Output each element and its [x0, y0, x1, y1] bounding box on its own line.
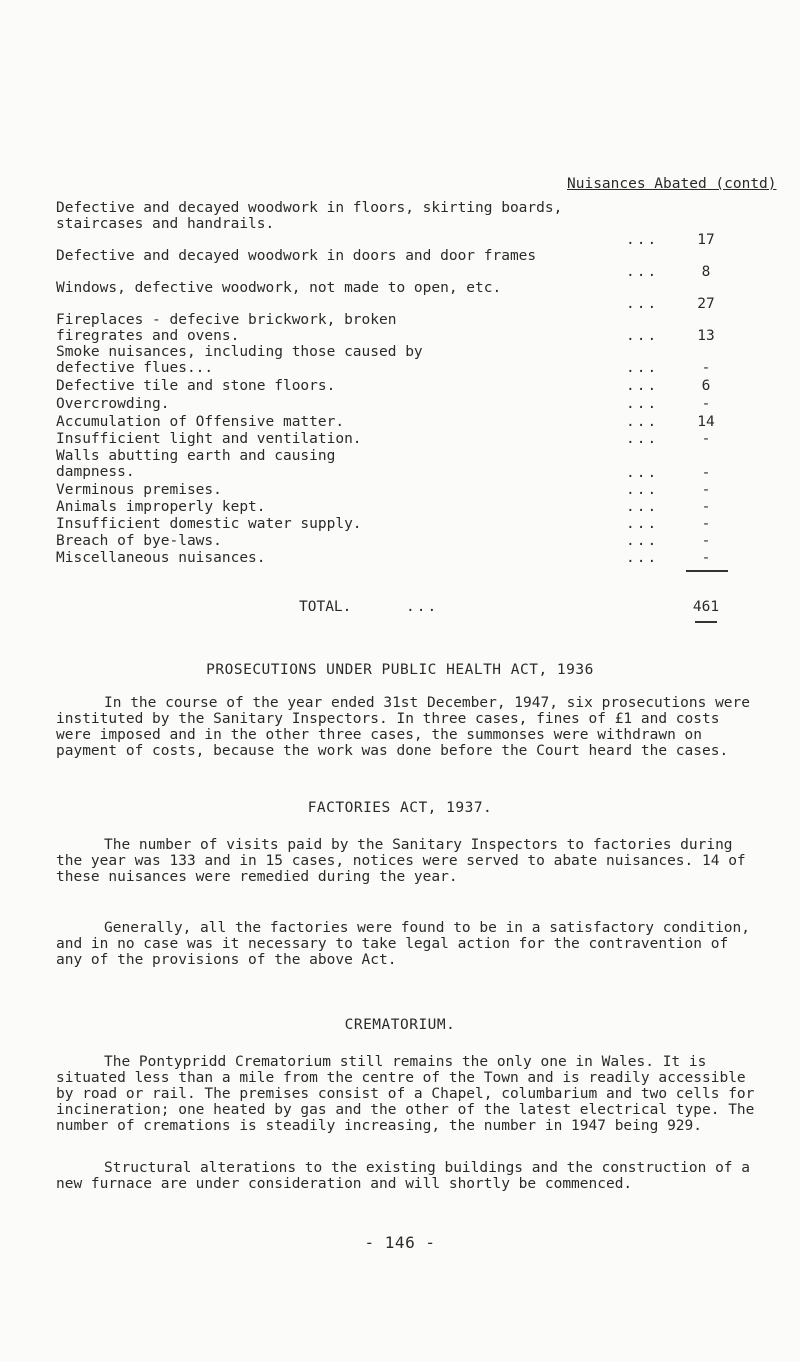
total-rule: [686, 570, 728, 572]
leader-dots: ...: [626, 465, 659, 481]
crematorium-paragraph-2: Structural alterations to the existing buildings and the construction of a new furnace are under consideration and will shortly be commenced.: [56, 1160, 751, 1192]
nuisance-value: 27: [697, 296, 715, 312]
leader-dots: ...: [626, 296, 659, 312]
nuisance-value: -: [701, 360, 711, 376]
nuisance-value: 17: [697, 232, 715, 248]
nuisance-value: -: [701, 499, 711, 515]
leader-dots: ...: [626, 378, 659, 394]
leader-dots: ...: [406, 599, 439, 615]
total-value: 461: [692, 599, 720, 615]
factories-heading: FACTORIES ACT, 1937.: [307, 800, 493, 816]
prosecutions-heading: PROSECUTIONS UNDER PUBLIC HEALTH ACT, 1936: [206, 662, 594, 678]
total-underline: [695, 621, 717, 623]
nuisance-value: -: [701, 533, 711, 549]
nuisance-label: Walls abutting earth and causing dampness.: [56, 448, 336, 480]
factories-paragraph-1: The number of visits paid by the Sanitary Inspectors to factories during the year was 133 and in 15 cases, notices were served to abate nuisances. 14 of these nuisances were remedied during the year.: [56, 837, 746, 885]
nuisance-label: Overcrowding.: [56, 396, 170, 412]
nuisance-label: Animals improperly kept.: [56, 499, 266, 515]
nuisance-value: -: [701, 516, 711, 532]
nuisance-label: Fireplaces - defecive brickwork, broken firegrates and ovens.: [56, 312, 397, 344]
leader-dots: ...: [626, 414, 659, 430]
nuisance-label: Verminous premises.: [56, 482, 222, 498]
nuisance-value: -: [701, 396, 711, 412]
nuisance-label: Defective and decayed woodwork in doors and door frames: [56, 248, 537, 264]
leader-dots: ...: [626, 396, 659, 412]
leader-dots: ...: [626, 482, 659, 498]
leader-dots: ...: [626, 360, 659, 376]
nuisance-label: Insufficient domestic water supply.: [56, 516, 362, 532]
total-label: TOTAL.: [299, 599, 352, 615]
leader-dots: ...: [626, 550, 659, 566]
leader-dots: ...: [626, 328, 659, 344]
leader-dots: ...: [626, 499, 659, 515]
crematorium-heading: CREMATORIUM.: [344, 1017, 456, 1033]
nuisance-value: 8: [701, 264, 711, 280]
nuisance-value: 14: [697, 414, 715, 430]
nuisance-label: Smoke nuisances, including those caused by defective flues...: [56, 344, 423, 376]
leader-dots: ...: [626, 516, 659, 532]
factories-paragraph-2: Generally, all the factories were found to be in a satisfactory condition, and in no case was it necessary to take legal action for the contravention of any of the provisions of the above Act.: [56, 920, 751, 968]
page-number: - 146 -: [364, 1233, 436, 1252]
nuisance-label: Miscellaneous nuisances.: [56, 550, 266, 566]
prosecutions-paragraph: In the course of the year ended 31st December, 1947, six prosecutions were instituted by the Sanitary Inspectors. In three cases, fines of £1 and costs were imposed and in the other three cases, the summonses were withdrawn on payment of costs, because the work was done before the Court heard the cases.: [56, 695, 751, 759]
leader-dots: ...: [626, 431, 659, 447]
nuisance-value: -: [701, 550, 711, 566]
nuisance-value: 6: [701, 378, 711, 394]
crematorium-paragraph-1: The Pontypridd Crematorium still remains the only one in Wales. It is situated less than a mile from the centre of the Town and is readily accessible by road or rail. The premises consist of a Chapel, columbarium and two cells for incineration; one heated by gas and the other of the latest electrical type. The number of cremations is steadily increasing, the number in 1947 being 929.: [56, 1054, 755, 1134]
nuisance-value: 13: [697, 328, 715, 344]
nuisance-label: Accumulation of Offensive matter.: [56, 414, 345, 430]
section-header: Nuisances Abated (contd): [567, 176, 777, 192]
leader-dots: ...: [626, 533, 659, 549]
leader-dots: ...: [626, 264, 659, 280]
leader-dots: ...: [626, 232, 659, 248]
nuisance-label: Breach of bye-laws.: [56, 533, 222, 549]
nuisance-label: Insufficient light and ventilation.: [56, 431, 362, 447]
nuisance-label: Defective and decayed woodwork in floors, skirting boards, staircases and handrails.: [56, 200, 563, 232]
nuisance-value: -: [701, 431, 711, 447]
nuisance-value: -: [701, 465, 711, 481]
nuisance-value: -: [701, 482, 711, 498]
nuisance-label: Defective tile and stone floors.: [56, 378, 336, 394]
nuisance-label: Windows, defective woodwork, not made to open, etc.: [56, 280, 502, 296]
